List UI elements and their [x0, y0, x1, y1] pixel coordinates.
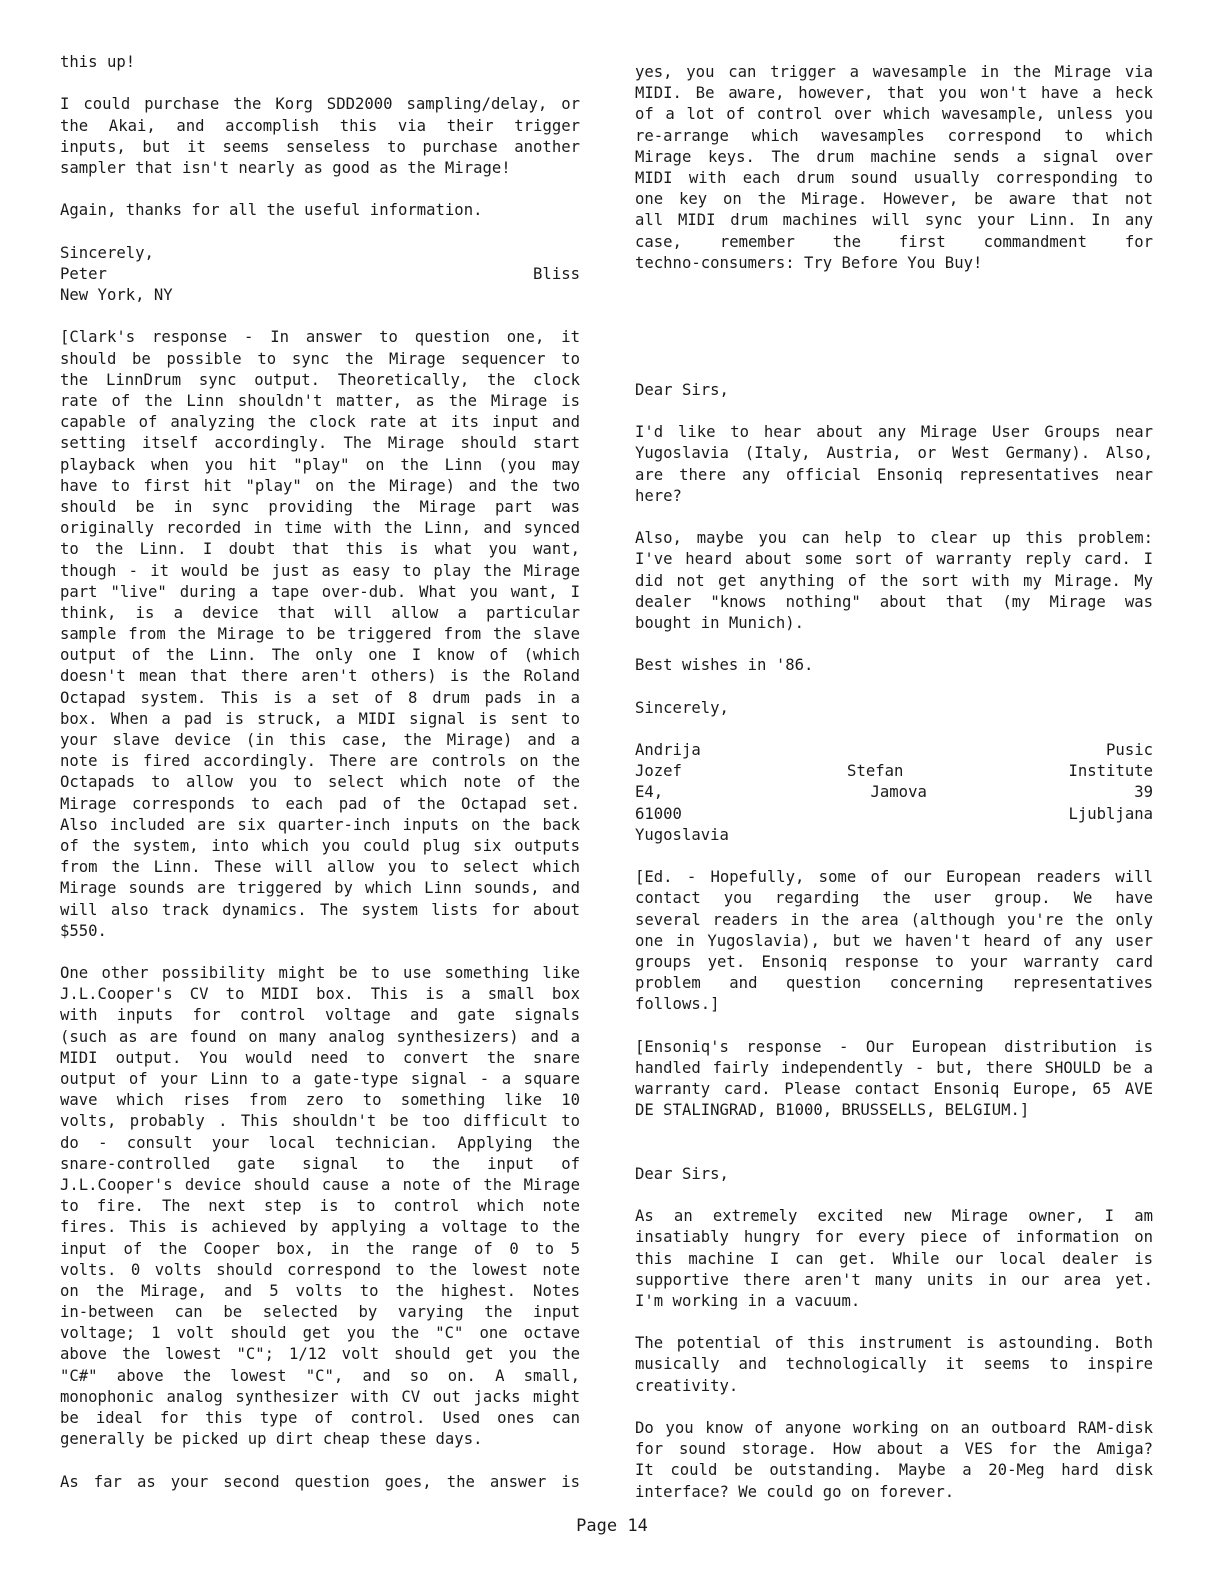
text-line: I've heard about some sort of warranty reply card. I	[635, 550, 1153, 569]
paragraph	[60, 327, 580, 941]
text-line: Again, thanks for all the useful information.	[60, 201, 483, 220]
text-line: $550.	[60, 921, 107, 940]
spacer	[635, 1143, 1153, 1164]
text-line: One other possibility might be to use something like	[60, 964, 580, 983]
text-line: all MIDI drum machines will sync your Linn. In any	[635, 211, 1153, 230]
text-line: doesn't mean that there aren't others) is the Roland	[60, 667, 580, 686]
text-line: output of your Linn to a gate-type signal - a square	[60, 1070, 580, 1088]
paragraph	[635, 528, 1153, 634]
text-line: dealer "knows nothing" about that (my Mirage was	[635, 592, 1153, 611]
text-line: As an extremely excited new Mirage owner, I am	[635, 1207, 1153, 1226]
text-line: here?	[635, 486, 682, 505]
paragraph	[635, 1418, 1153, 1503]
text-line: have to first hit "play" on the Mirage) and the two	[60, 476, 580, 495]
text-line: Dear Sirs,	[635, 1164, 729, 1183]
text-line: MIDI with each drum sound usually corresponding to	[635, 168, 1153, 187]
paragraph-gap	[635, 1185, 1153, 1206]
text-line: "C#" above the lowest "C", and so on. A small,	[60, 1366, 580, 1385]
text-line: Octapad system. This is a set of 8 drum pads in a	[60, 688, 580, 707]
text-line: above the lowest "C"; 1/12 volt should get you the	[60, 1345, 580, 1364]
text-line: contact you regarding the user group. We have	[635, 889, 1153, 908]
text-line: volts. 0 volts should correspond to the lowest note	[60, 1260, 580, 1279]
text-line: originally recorded in time with the Linn, and synced	[60, 519, 580, 538]
text-line: Also, maybe you can help to clear up this problem:	[635, 529, 1153, 548]
text-line: the Akai, and accomplish this via their trigger	[60, 116, 580, 135]
paragraph	[635, 740, 1153, 846]
paragraph	[60, 52, 580, 73]
text-line: J.L.Cooper's CV to MIDI box. This is a small box	[60, 985, 580, 1004]
text-line: It could be outstanding. Maybe a 20-Meg hard disk	[635, 1461, 1153, 1480]
paragraph-gap	[60, 179, 580, 200]
spacer	[635, 359, 1153, 380]
text-line: Sincerely,	[60, 243, 154, 262]
text-line: for sound storage. How about a VES for the Amiga?	[635, 1440, 1153, 1459]
text-line: I'd like to hear about any Mirage User Groups near	[635, 423, 1153, 442]
text-line: did not get anything of the sort with my Mirage. My	[635, 571, 1153, 590]
text-line: Andrija Pusic	[635, 741, 1153, 759]
text-line: the LinnDrum sync output. Theoretically, the clock	[60, 370, 580, 389]
text-line: be ideal for this type of control. Used ones can	[60, 1409, 580, 1427]
text-line: Yugoslavia	[635, 825, 729, 844]
text-line: Do you know of anyone working on an outboard RAM-disk	[635, 1419, 1153, 1437]
text-line: Best wishes in '86.	[635, 656, 814, 675]
text-line: creativity.	[635, 1376, 739, 1395]
text-line: [Ed. - Hopefully, some of our European readers will	[635, 868, 1153, 887]
text-line: problem and question concerning representatives	[635, 974, 1153, 993]
paragraph	[635, 62, 1153, 274]
paragraph-gap	[60, 222, 580, 243]
left-column	[60, 52, 580, 1493]
text-line: bought in Munich).	[635, 613, 804, 632]
text-line: sampler that isn't nearly as good as the Mirage!	[60, 158, 511, 177]
text-line: box. When a pad is struck, a MIDI signal is sent to	[60, 709, 580, 728]
paragraph-gap	[60, 942, 580, 963]
paragraph-gap	[635, 507, 1153, 528]
text-line: handled fairly independently - but, there SHOULD be a	[635, 1058, 1153, 1077]
text-line: Jozef Stefan Institute	[635, 762, 1153, 781]
text-line: are there any official Ensoniq representatives near	[635, 465, 1153, 484]
text-line: think, is a device that will allow a particular	[60, 603, 580, 622]
text-line: follows.]	[635, 995, 720, 1014]
text-line: MIDI. Be aware, however, that you won't have a heck	[635, 84, 1153, 103]
text-line: do - consult your local technician. Applying the	[60, 1133, 580, 1152]
text-line: Mirage corresponds to each pad of the Octapad set.	[60, 794, 580, 813]
text-line: Mirage sounds are triggered by which Linn sounds, and	[60, 879, 580, 898]
paragraph-gap	[60, 73, 580, 94]
text-line: part "live" during a tape over-dub. What you want, I	[60, 582, 580, 601]
text-line: monophonic analog synthesizer with CV out jacks might	[60, 1387, 580, 1406]
text-line: Yugoslavia (Italy, Austria, or West Germany). Also,	[635, 444, 1153, 463]
page-number: Page 14	[576, 1516, 648, 1536]
text-line: fires. This is achieved by applying a voltage to the	[60, 1218, 580, 1237]
paragraph	[60, 1472, 580, 1493]
text-line: MIDI output. You would need to convert the snare	[60, 1048, 580, 1067]
text-line: The potential of this instrument is astounding. Both	[635, 1334, 1153, 1353]
text-line: wave which rises from zero to something like 10	[60, 1091, 580, 1110]
text-line: inputs, but it seems senseless to purchase another	[60, 137, 580, 156]
text-line: (such as are found on many analog synthesizers) and a	[60, 1027, 580, 1046]
text-line: input of the Cooper box, in the range of 0 to 5	[60, 1239, 580, 1258]
paragraph	[635, 1333, 1153, 1397]
paragraph-gap	[635, 401, 1153, 422]
paragraph	[60, 243, 580, 307]
text-line: setting itself accordingly. The Mirage should start	[60, 434, 580, 453]
paragraph	[635, 422, 1153, 507]
text-line: interface? We could go on forever.	[635, 1482, 955, 1501]
text-line: sample from the Mirage to be triggered from the slave	[60, 625, 580, 644]
text-line: Sincerely,	[635, 698, 729, 717]
text-line: DE STALINGRAD, B1000, BRUSSELLS, BELGIUM.]	[635, 1101, 1030, 1120]
paragraph	[635, 380, 1153, 401]
text-line: [Clark's response - In answer to question one, it	[60, 328, 580, 347]
paragraph	[60, 94, 580, 179]
text-line: voltage; 1 volt should get you the "C" one octave	[60, 1324, 580, 1343]
text-line: groups yet. Ensoniq response to your warranty card	[635, 952, 1153, 971]
text-line: from the Linn. These will allow you to select which	[60, 858, 580, 877]
text-line: to fire. The next step is to control which note	[60, 1197, 580, 1216]
paragraph	[635, 867, 1153, 1015]
text-line: snare-controlled gate signal to the input of	[60, 1154, 580, 1173]
paragraph	[635, 1037, 1153, 1122]
paragraph-gap	[60, 1450, 580, 1471]
paragraph	[635, 1206, 1153, 1312]
text-line: I'm working in a vacuum.	[635, 1291, 861, 1310]
text-line: in-between can be selected by varying the input	[60, 1303, 580, 1322]
paragraph-gap	[635, 846, 1153, 867]
text-line: of a lot of control over which wavesample, unless you	[635, 105, 1153, 124]
text-line: As far as your second question goes, the answer is	[60, 1472, 580, 1491]
text-line: musically and technologically it seems to inspire	[635, 1355, 1153, 1374]
spacer	[635, 295, 1153, 316]
text-line: your slave device (in this case, the Mirage) and a	[60, 731, 580, 749]
text-line: volts, probably . This shouldn't be too difficult to	[60, 1112, 580, 1131]
paragraph-gap	[635, 676, 1153, 697]
paragraph-gap	[635, 1015, 1153, 1036]
text-line: should be in sync providing the Mirage part was	[60, 497, 580, 516]
paragraph-gap	[635, 719, 1153, 740]
paragraph-gap	[635, 1312, 1153, 1333]
text-line: generally be picked up dirt cheap these days.	[60, 1430, 483, 1449]
paragraph-gap	[60, 306, 580, 327]
text-line: should be possible to sync the Mirage sequencer to	[60, 349, 580, 368]
text-line: Peter Bliss	[60, 264, 580, 283]
right-column	[635, 62, 1153, 1503]
paragraph-gap	[635, 1121, 1153, 1142]
text-line: 61000 Ljubljana	[635, 804, 1153, 823]
text-line: playback when you hit "play" on the Linn (you may	[60, 455, 580, 474]
text-line: one in Yugoslavia), but we haven't heard of any user	[635, 931, 1153, 950]
text-line: techno-consumers: Try Before You Buy!	[635, 253, 983, 272]
text-line: several readers in the area (although you're the only	[635, 910, 1153, 929]
text-line: with inputs for control voltage and gate signals	[60, 1006, 580, 1025]
text-line: to the Linn. I doubt that this is what you want,	[60, 540, 580, 559]
text-line: will also track dynamics. The system lists for about	[60, 900, 580, 919]
text-line: rate of the Linn shouldn't matter, as the Mirage is	[60, 392, 580, 410]
text-line: I could purchase the Korg SDD2000 sampling/delay, or	[60, 95, 580, 114]
text-line: capable of analyzing the clock rate at its input and	[60, 413, 580, 432]
text-line: case, remember the first commandment for	[635, 232, 1153, 251]
paragraph	[60, 963, 580, 1450]
paragraph	[60, 200, 580, 221]
spacer	[635, 316, 1153, 337]
text-line: one key on the Mirage. However, be aware that not	[635, 190, 1153, 209]
paragraph	[635, 655, 1153, 676]
text-line: Octapads to allow you to select which note of the	[60, 773, 580, 792]
text-line: this up!	[60, 53, 136, 71]
text-line: supportive there aren't many units in our area yet.	[635, 1270, 1153, 1289]
text-line: output of the Linn. The only one I know of (which	[60, 646, 580, 665]
text-line: E4, Jamova 39	[635, 783, 1153, 802]
text-line: though - it would be just as easy to play the Mirage	[60, 561, 580, 580]
paragraph	[635, 1164, 1153, 1185]
text-line: J.L.Cooper's device should cause a note of the Mirage	[60, 1175, 580, 1194]
paragraph-gap	[635, 274, 1153, 295]
text-line: Also included are six quarter-inch inputs on the back	[60, 815, 580, 834]
text-line: this machine I can get. While our local dealer is	[635, 1249, 1153, 1268]
text-line: New York, NY	[60, 286, 173, 305]
paragraph-gap	[635, 1397, 1153, 1418]
spacer	[635, 337, 1153, 358]
paragraph	[635, 698, 1153, 719]
text-line: Dear Sirs,	[635, 380, 729, 399]
text-line: warranty card. Please contact Ensoniq Europe, 65 AVE	[635, 1080, 1153, 1098]
text-line: Mirage keys. The drum machine sends a signal over	[635, 147, 1153, 166]
text-line: yes, you can trigger a wavesample in the Mirage via	[635, 63, 1153, 81]
text-line: of the system, into which you could plug six outputs	[60, 836, 580, 855]
text-line: re-arrange which wavesamples correspond to which	[635, 126, 1153, 145]
text-line: [Ensoniq's response - Our European distribution is	[635, 1037, 1153, 1056]
text-line: note is fired accordingly. There are controls on the	[60, 752, 580, 771]
text-line: insatiably hungry for every piece of information on	[635, 1228, 1153, 1247]
paragraph-gap	[635, 634, 1153, 655]
text-line: on the Mirage, and 5 volts to the highest. Notes	[60, 1281, 580, 1300]
